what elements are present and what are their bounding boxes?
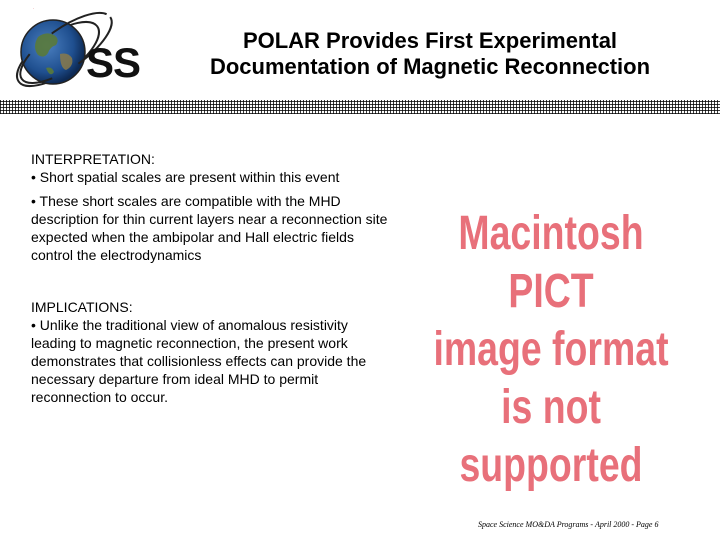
placeholder-line-2: image format: [433, 323, 669, 376]
interpretation-item: • These short scales are compatible with the MHD description for thin current layers near a reconnection site expected when the ambipolar and Hall electric fields control the electrodynamics: [31, 193, 388, 263]
oss-logo: [8, 2, 158, 102]
header-divider: [0, 100, 720, 114]
svg-text:·: ·: [33, 6, 35, 11]
placeholder-line-3: is not supported: [459, 381, 643, 492]
interpretation-item: • Short spatial scales are present within this event: [31, 169, 340, 185]
title-line-2: Documentation of Magnetic Reconnection: [209, 54, 651, 79]
unsupported-image-placeholder: [430, 205, 672, 495]
logo-text: SS: [86, 39, 141, 86]
slide-title: [180, 28, 680, 80]
implications-heading: IMPLICATIONS:: [31, 299, 133, 315]
title-line-1: POLAR Provides First Experimental: [242, 28, 618, 53]
implications-item: • Unlike the traditional view of anomalous resistivity leading to magnetic reconnection, the present work demonstrates that collisionless effects can provide the necessary departure from ideal MHD to permit reconnection to occur.: [31, 317, 367, 405]
placeholder-line-1: Macintosh PICT: [458, 207, 644, 318]
interpretation-heading: INTERPRETATION:: [31, 151, 155, 167]
slide-footer: Space Science MO&DA Programs - April 2000 - Page 6: [478, 520, 659, 529]
slide-body: [31, 150, 391, 406]
